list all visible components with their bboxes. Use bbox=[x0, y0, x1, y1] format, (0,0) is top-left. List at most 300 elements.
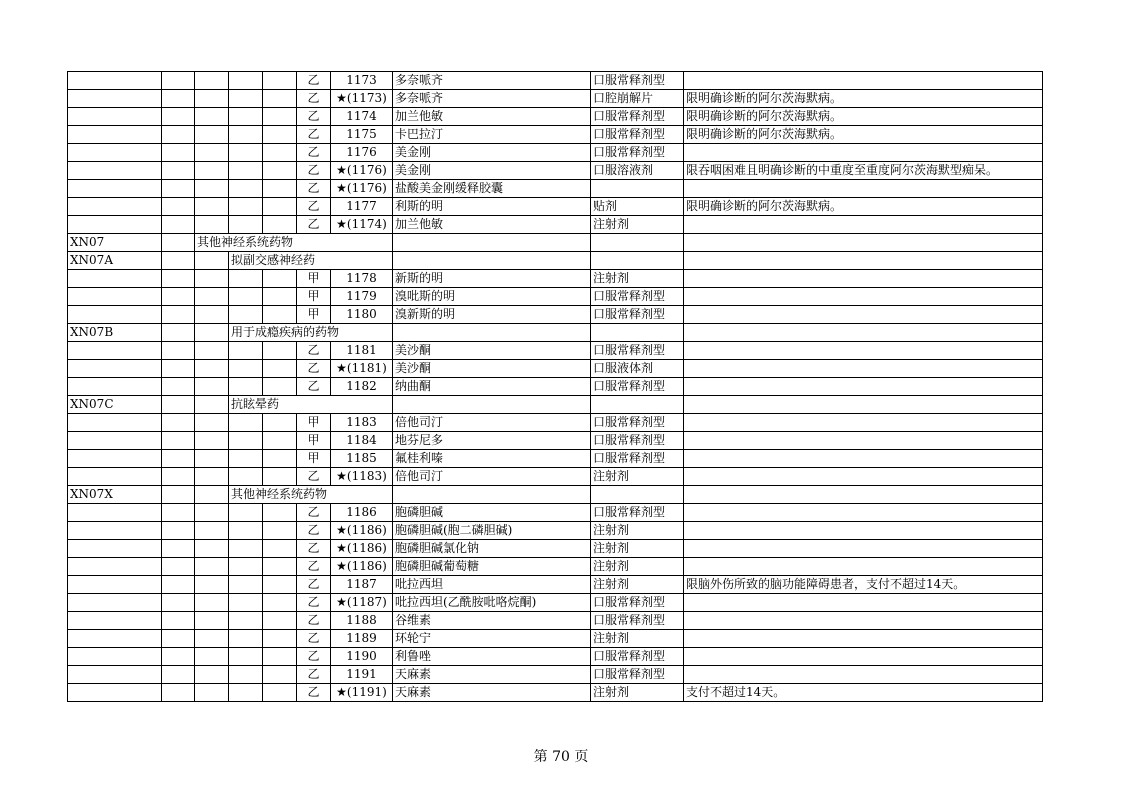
empty-cell bbox=[229, 594, 263, 612]
empty-cell bbox=[591, 324, 684, 342]
empty-cell bbox=[263, 126, 297, 144]
empty-cell bbox=[195, 666, 229, 684]
empty-cell bbox=[195, 504, 229, 522]
empty-cell bbox=[195, 126, 229, 144]
drug-row bbox=[68, 468, 1043, 486]
remark bbox=[684, 522, 1043, 540]
empty-cell bbox=[68, 450, 162, 468]
remark bbox=[684, 342, 1043, 360]
empty-cell bbox=[229, 126, 263, 144]
dosage-form: 口服常释剂型 bbox=[591, 450, 684, 468]
empty-cell bbox=[229, 432, 263, 450]
drug-number: 1190 bbox=[331, 648, 393, 666]
category-row bbox=[68, 486, 1043, 504]
empty-cell bbox=[684, 396, 1043, 414]
empty-cell bbox=[162, 324, 195, 342]
empty-cell bbox=[263, 144, 297, 162]
drug-name: 胞磷胆碱(胞二磷胆碱) bbox=[393, 522, 591, 540]
drug-level: 乙 bbox=[297, 144, 331, 162]
drug-number: ★(1186) bbox=[331, 522, 393, 540]
empty-cell bbox=[229, 576, 263, 594]
remark bbox=[684, 468, 1043, 486]
empty-cell bbox=[684, 252, 1043, 270]
drug-row bbox=[68, 144, 1043, 162]
empty-cell bbox=[162, 504, 195, 522]
empty-cell bbox=[263, 594, 297, 612]
empty-cell bbox=[393, 252, 591, 270]
drug-level: 乙 bbox=[297, 162, 331, 180]
category-name: 拟副交感神经药 bbox=[231, 253, 316, 267]
drug-row bbox=[68, 666, 1043, 684]
drug-number: 1181 bbox=[331, 342, 393, 360]
empty-cell bbox=[229, 90, 263, 108]
drug-number: 1189 bbox=[331, 630, 393, 648]
drug-level: 乙 bbox=[297, 630, 331, 648]
drug-level: 乙 bbox=[297, 684, 331, 702]
empty-cell bbox=[195, 270, 229, 288]
drug-name: 倍他司汀 bbox=[393, 468, 591, 486]
drug-name: 溴新斯的明 bbox=[393, 306, 591, 324]
empty-cell bbox=[68, 522, 162, 540]
drug-row bbox=[68, 432, 1043, 450]
category-code: XN07C bbox=[68, 396, 162, 414]
dosage-form: 口服常释剂型 bbox=[591, 342, 684, 360]
empty-cell bbox=[229, 180, 263, 198]
dosage-form: 口服常释剂型 bbox=[591, 594, 684, 612]
category-code: XN07A bbox=[68, 252, 162, 270]
empty-cell bbox=[195, 450, 229, 468]
empty-cell bbox=[195, 432, 229, 450]
empty-cell bbox=[195, 306, 229, 324]
drug-number: 1179 bbox=[331, 288, 393, 306]
empty-cell bbox=[162, 90, 195, 108]
dosage-form: 口服常释剂型 bbox=[591, 378, 684, 396]
remark bbox=[684, 144, 1043, 162]
dosage-form: 口服常释剂型 bbox=[591, 144, 684, 162]
dosage-form bbox=[591, 180, 684, 198]
category-row bbox=[68, 324, 1043, 342]
empty-cell bbox=[162, 432, 195, 450]
empty-cell bbox=[263, 558, 297, 576]
category-row bbox=[68, 396, 1043, 414]
drug-level: 乙 bbox=[297, 198, 331, 216]
empty-cell bbox=[162, 576, 195, 594]
drug-row bbox=[68, 414, 1043, 432]
drug-number: 1182 bbox=[331, 378, 393, 396]
drug-number: 1186 bbox=[331, 504, 393, 522]
dosage-form: 口服常释剂型 bbox=[591, 612, 684, 630]
empty-cell bbox=[229, 540, 263, 558]
category-name: 其他神经系统药物 bbox=[197, 235, 294, 249]
drug-level: 乙 bbox=[297, 180, 331, 198]
drug-name: 多奈哌齐 bbox=[393, 72, 591, 90]
empty-cell bbox=[229, 522, 263, 540]
empty-cell bbox=[263, 108, 297, 126]
empty-cell bbox=[162, 126, 195, 144]
empty-cell bbox=[263, 198, 297, 216]
drug-level: 乙 bbox=[297, 522, 331, 540]
drug-name: 天麻素 bbox=[393, 684, 591, 702]
drug-row bbox=[68, 306, 1043, 324]
drug-level: 乙 bbox=[297, 558, 331, 576]
drug-level: 甲 bbox=[297, 306, 331, 324]
empty-cell bbox=[393, 396, 591, 414]
drug-number: ★(1186) bbox=[331, 558, 393, 576]
empty-cell bbox=[68, 72, 162, 90]
drug-level: 乙 bbox=[297, 540, 331, 558]
drug-level: 乙 bbox=[297, 594, 331, 612]
empty-cell bbox=[162, 306, 195, 324]
drug-level: 乙 bbox=[297, 612, 331, 630]
empty-cell bbox=[162, 180, 195, 198]
empty-cell bbox=[263, 378, 297, 396]
dosage-form: 口服常释剂型 bbox=[591, 666, 684, 684]
empty-cell bbox=[229, 558, 263, 576]
empty-cell bbox=[229, 468, 263, 486]
empty-cell bbox=[162, 270, 195, 288]
empty-cell bbox=[162, 378, 195, 396]
category-row bbox=[68, 234, 1043, 252]
empty-cell bbox=[68, 144, 162, 162]
category-code: XN07B bbox=[68, 324, 162, 342]
empty-cell bbox=[162, 468, 195, 486]
remark bbox=[684, 648, 1043, 666]
empty-cell bbox=[68, 432, 162, 450]
remark bbox=[684, 540, 1043, 558]
empty-cell bbox=[68, 360, 162, 378]
empty-cell bbox=[68, 414, 162, 432]
empty-cell bbox=[68, 162, 162, 180]
drug-level: 甲 bbox=[297, 414, 331, 432]
drug-level: 乙 bbox=[297, 468, 331, 486]
dosage-form: 注射剂 bbox=[591, 630, 684, 648]
empty-cell bbox=[263, 288, 297, 306]
empty-cell bbox=[195, 468, 229, 486]
empty-cell bbox=[229, 612, 263, 630]
drug-level: 甲 bbox=[297, 288, 331, 306]
drug-row bbox=[68, 504, 1043, 522]
empty-cell bbox=[195, 90, 229, 108]
empty-cell bbox=[68, 558, 162, 576]
empty-cell bbox=[68, 108, 162, 126]
empty-cell bbox=[263, 450, 297, 468]
dosage-form: 口服常释剂型 bbox=[591, 504, 684, 522]
empty-cell bbox=[195, 648, 229, 666]
empty-cell bbox=[162, 666, 195, 684]
empty-cell bbox=[162, 342, 195, 360]
empty-cell bbox=[162, 234, 195, 252]
drug-number: ★(1176) bbox=[331, 180, 393, 198]
empty-cell bbox=[68, 126, 162, 144]
remark bbox=[684, 414, 1043, 432]
remark: 限明确诊断的阿尔茨海默病。 bbox=[684, 108, 1043, 126]
drug-number: 1184 bbox=[331, 432, 393, 450]
empty-cell bbox=[229, 414, 263, 432]
drug-number: ★(1191) bbox=[331, 684, 393, 702]
empty-cell bbox=[229, 630, 263, 648]
drug-number: ★(1186) bbox=[331, 540, 393, 558]
drug-row bbox=[68, 630, 1043, 648]
table-body bbox=[68, 72, 1043, 702]
empty-cell bbox=[195, 108, 229, 126]
empty-cell bbox=[162, 108, 195, 126]
empty-cell bbox=[195, 612, 229, 630]
empty-cell bbox=[263, 360, 297, 378]
empty-cell bbox=[162, 252, 195, 270]
empty-cell bbox=[263, 432, 297, 450]
category-name-cell bbox=[229, 252, 393, 270]
empty-cell bbox=[162, 540, 195, 558]
category-row bbox=[68, 252, 1043, 270]
empty-cell bbox=[263, 342, 297, 360]
empty-cell bbox=[229, 144, 263, 162]
drug-row bbox=[68, 594, 1043, 612]
dosage-form: 注射剂 bbox=[591, 558, 684, 576]
empty-cell bbox=[68, 270, 162, 288]
category-name: 其他神经系统药物 bbox=[231, 487, 328, 501]
empty-cell bbox=[162, 594, 195, 612]
drug-row bbox=[68, 576, 1043, 594]
empty-cell bbox=[68, 666, 162, 684]
empty-cell bbox=[263, 504, 297, 522]
empty-cell bbox=[162, 612, 195, 630]
category-name: 抗眩晕药 bbox=[231, 397, 280, 411]
drug-name: 盐酸美金刚缓释胶囊 bbox=[393, 180, 591, 198]
empty-cell bbox=[263, 180, 297, 198]
empty-cell bbox=[162, 360, 195, 378]
dosage-form: 口服常释剂型 bbox=[591, 414, 684, 432]
remark: 限吞咽困难且明确诊断的中重度至重度阿尔茨海默型痴呆。 bbox=[684, 162, 1043, 180]
empty-cell bbox=[591, 396, 684, 414]
drug-row bbox=[68, 72, 1043, 90]
empty-cell bbox=[591, 486, 684, 504]
drug-level: 甲 bbox=[297, 450, 331, 468]
drug-number: 1191 bbox=[331, 666, 393, 684]
dosage-form: 口腔崩解片 bbox=[591, 90, 684, 108]
remark bbox=[684, 450, 1043, 468]
empty-cell bbox=[195, 522, 229, 540]
drug-number: 1173 bbox=[331, 72, 393, 90]
category-name-cell bbox=[195, 234, 393, 252]
drug-number: 1187 bbox=[331, 576, 393, 594]
empty-cell bbox=[195, 378, 229, 396]
remark: 支付不超过14天。 bbox=[684, 684, 1043, 702]
dosage-form: 注射剂 bbox=[591, 216, 684, 234]
category-name: 用于成瘾疾病的药物 bbox=[231, 325, 340, 339]
drug-name: 美沙酮 bbox=[393, 360, 591, 378]
empty-cell bbox=[195, 324, 229, 342]
empty-cell bbox=[229, 306, 263, 324]
drug-catalog-table bbox=[67, 71, 1043, 702]
drug-row bbox=[68, 270, 1043, 288]
empty-cell bbox=[263, 414, 297, 432]
empty-cell bbox=[68, 576, 162, 594]
category-code: XN07 bbox=[68, 234, 162, 252]
empty-cell bbox=[684, 486, 1043, 504]
drug-number: 1180 bbox=[331, 306, 393, 324]
empty-cell bbox=[229, 108, 263, 126]
empty-cell bbox=[229, 504, 263, 522]
remark bbox=[684, 504, 1043, 522]
dosage-form: 口服常释剂型 bbox=[591, 126, 684, 144]
remark bbox=[684, 288, 1043, 306]
drug-number: ★(1181) bbox=[331, 360, 393, 378]
remark: 限脑外伤所致的脑功能障碍患者，支付不超过14天。 bbox=[684, 576, 1043, 594]
drug-level: 乙 bbox=[297, 108, 331, 126]
drug-name: 新斯的明 bbox=[393, 270, 591, 288]
category-name-cell bbox=[229, 396, 393, 414]
empty-cell bbox=[195, 252, 229, 270]
empty-cell bbox=[263, 540, 297, 558]
empty-cell bbox=[162, 648, 195, 666]
dosage-form: 口服常释剂型 bbox=[591, 306, 684, 324]
category-name-cell bbox=[229, 486, 393, 504]
drug-level: 乙 bbox=[297, 90, 331, 108]
drug-row bbox=[68, 126, 1043, 144]
drug-row bbox=[68, 450, 1043, 468]
empty-cell bbox=[263, 576, 297, 594]
empty-cell bbox=[195, 288, 229, 306]
dosage-form: 注射剂 bbox=[591, 684, 684, 702]
drug-level: 乙 bbox=[297, 216, 331, 234]
empty-cell bbox=[68, 468, 162, 486]
drug-name: 地芬尼多 bbox=[393, 432, 591, 450]
drug-row bbox=[68, 684, 1043, 702]
remark bbox=[684, 72, 1043, 90]
empty-cell bbox=[393, 486, 591, 504]
empty-cell bbox=[162, 216, 195, 234]
remark bbox=[684, 180, 1043, 198]
empty-cell bbox=[162, 396, 195, 414]
empty-cell bbox=[591, 252, 684, 270]
empty-cell bbox=[263, 72, 297, 90]
empty-cell bbox=[263, 630, 297, 648]
empty-cell bbox=[591, 234, 684, 252]
empty-cell bbox=[68, 540, 162, 558]
empty-cell bbox=[162, 450, 195, 468]
empty-cell bbox=[195, 540, 229, 558]
empty-cell bbox=[229, 360, 263, 378]
empty-cell bbox=[263, 666, 297, 684]
remark bbox=[684, 360, 1043, 378]
empty-cell bbox=[68, 216, 162, 234]
dosage-form: 口服常释剂型 bbox=[591, 432, 684, 450]
empty-cell bbox=[195, 360, 229, 378]
empty-cell bbox=[195, 630, 229, 648]
drug-name: 加兰他敏 bbox=[393, 108, 591, 126]
empty-cell bbox=[68, 612, 162, 630]
empty-cell bbox=[195, 72, 229, 90]
empty-cell bbox=[263, 612, 297, 630]
drug-name: 加兰他敏 bbox=[393, 216, 591, 234]
empty-cell bbox=[68, 594, 162, 612]
empty-cell bbox=[229, 450, 263, 468]
empty-cell bbox=[263, 648, 297, 666]
empty-cell bbox=[68, 198, 162, 216]
dosage-form: 口服溶液剂 bbox=[591, 162, 684, 180]
drug-number: 1177 bbox=[331, 198, 393, 216]
empty-cell bbox=[162, 522, 195, 540]
drug-name: 胞磷胆碱葡萄糖 bbox=[393, 558, 591, 576]
empty-cell bbox=[68, 90, 162, 108]
empty-cell bbox=[68, 342, 162, 360]
empty-cell bbox=[68, 648, 162, 666]
remark bbox=[684, 306, 1043, 324]
empty-cell bbox=[263, 216, 297, 234]
empty-cell bbox=[263, 90, 297, 108]
empty-cell bbox=[195, 162, 229, 180]
drug-level: 乙 bbox=[297, 648, 331, 666]
drug-number: ★(1183) bbox=[331, 468, 393, 486]
drug-number: ★(1173) bbox=[331, 90, 393, 108]
empty-cell bbox=[195, 486, 229, 504]
empty-cell bbox=[195, 216, 229, 234]
drug-name: 环轮宁 bbox=[393, 630, 591, 648]
drug-number: 1185 bbox=[331, 450, 393, 468]
empty-cell bbox=[162, 198, 195, 216]
remark: 限明确诊断的阿尔茨海默病。 bbox=[684, 90, 1043, 108]
empty-cell bbox=[195, 684, 229, 702]
empty-cell bbox=[393, 234, 591, 252]
drug-row bbox=[68, 162, 1043, 180]
drug-number: ★(1187) bbox=[331, 594, 393, 612]
empty-cell bbox=[195, 198, 229, 216]
empty-cell bbox=[162, 288, 195, 306]
page-number: 第 70 页 bbox=[533, 749, 589, 765]
dosage-form: 口服常释剂型 bbox=[591, 72, 684, 90]
empty-cell bbox=[229, 162, 263, 180]
empty-cell bbox=[195, 144, 229, 162]
dosage-form: 口服液体剂 bbox=[591, 360, 684, 378]
drug-level: 甲 bbox=[297, 432, 331, 450]
drug-name: 美沙酮 bbox=[393, 342, 591, 360]
empty-cell bbox=[263, 522, 297, 540]
empty-cell bbox=[68, 288, 162, 306]
empty-cell bbox=[68, 180, 162, 198]
drug-number: 1178 bbox=[331, 270, 393, 288]
drug-number: 1183 bbox=[331, 414, 393, 432]
empty-cell bbox=[229, 666, 263, 684]
empty-cell bbox=[68, 378, 162, 396]
empty-cell bbox=[263, 162, 297, 180]
empty-cell bbox=[68, 504, 162, 522]
remark bbox=[684, 216, 1043, 234]
drug-name: 氟桂利嗪 bbox=[393, 450, 591, 468]
drug-row bbox=[68, 612, 1043, 630]
empty-cell bbox=[68, 684, 162, 702]
drug-level: 乙 bbox=[297, 72, 331, 90]
dosage-form: 口服常释剂型 bbox=[591, 108, 684, 126]
empty-cell bbox=[229, 72, 263, 90]
drug-row bbox=[68, 522, 1043, 540]
dosage-form: 注射剂 bbox=[591, 270, 684, 288]
empty-cell bbox=[229, 378, 263, 396]
empty-cell bbox=[229, 684, 263, 702]
empty-cell bbox=[195, 396, 229, 414]
drug-row bbox=[68, 360, 1043, 378]
remark bbox=[684, 630, 1043, 648]
remark: 限明确诊断的阿尔茨海默病。 bbox=[684, 126, 1043, 144]
empty-cell bbox=[393, 324, 591, 342]
empty-cell bbox=[68, 630, 162, 648]
drug-row bbox=[68, 198, 1043, 216]
empty-cell bbox=[229, 648, 263, 666]
drug-row bbox=[68, 540, 1043, 558]
drug-level: 乙 bbox=[297, 576, 331, 594]
category-name-cell bbox=[229, 324, 393, 342]
drug-name: 倍他司汀 bbox=[393, 414, 591, 432]
empty-cell bbox=[263, 306, 297, 324]
